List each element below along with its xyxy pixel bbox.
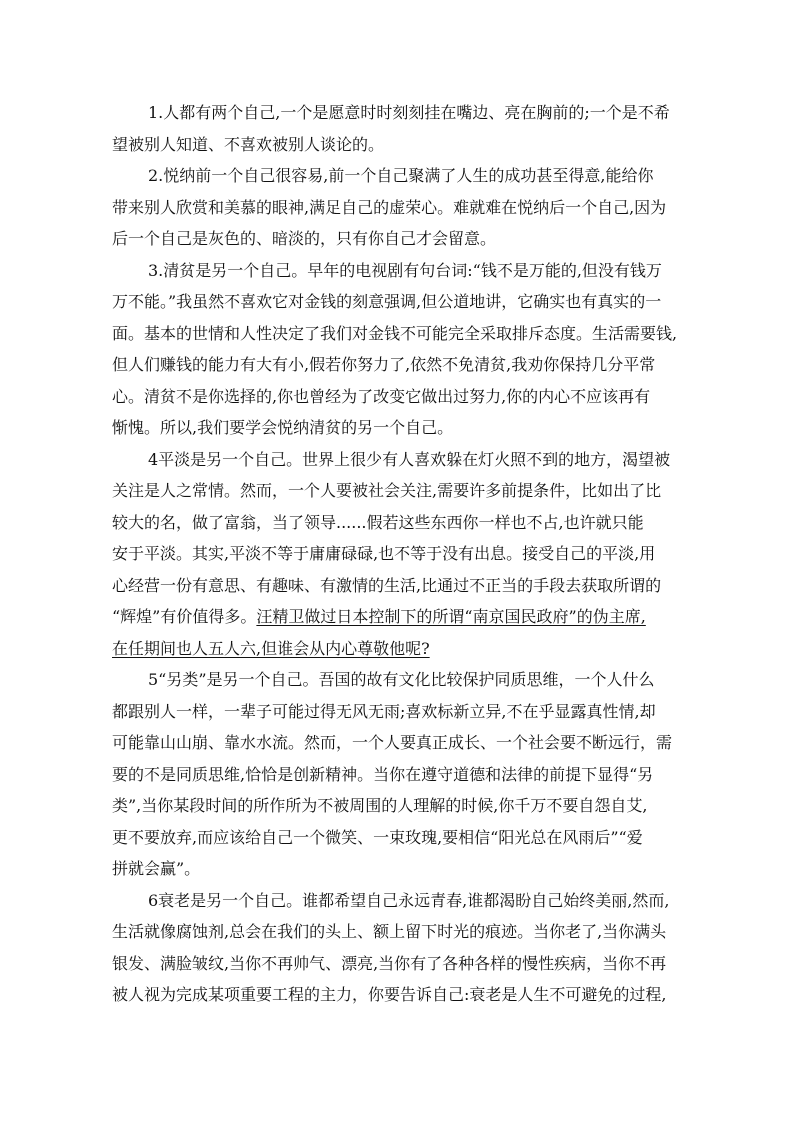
text-line: 惭愧。所以,我们要学会悦纳清贫的另一个自己。 — [112, 418, 454, 437]
paragraph-4 — [112, 444, 688, 665]
text-line: 被人视为完成某项重要工程的主力，你要告诉自己:衰老是人生不可避免的过程, — [112, 985, 667, 1004]
text-line: 更不要放弃,而应该给自己一个微笑、一束玫瑰,要相信“阳光总在风雨后”“爱 — [112, 827, 643, 847]
paragraph-2 — [112, 160, 688, 255]
text-line: 银发、满脸皱纹,当你不再帅气、漂亮,当你有了各种各样的慢性疾病，当你不再 — [112, 953, 667, 973]
text-line: 要的不是同质思维,恰恰是创新精神。当你在遵守道德和法律的前提下显得“另 — [112, 764, 654, 784]
text-line: 类”,当你某段时间的所作所为不被周围的人理解的时候,你千万不要自怨自艾, — [112, 796, 648, 815]
paragraph-1 — [112, 97, 688, 160]
paragraph-5 — [112, 664, 688, 885]
text-line: 3.清贫是另一个自己。早年的电视剧有句台词:“钱不是万能的,但没有钱万 — [148, 260, 662, 280]
text-line: 较大的名，做了富翁，当了领导......假若这些东西你一样也不占,也许就只能 — [112, 512, 644, 532]
text-line: 5“另类”是另一个自己。吾国的故有文化比较保护同质思维，一个人什么 — [148, 670, 655, 689]
text-line: 但人们赚钱的能力有大有小,假若你努力了,依然不免清贫,我劝你保持几分平常 — [112, 355, 656, 374]
text-segment: “辉煌”有价值得多。 — [112, 607, 257, 626]
paragraph-6 — [112, 885, 688, 1011]
underlined-sentence: 汪精卫做过日本控制下的所谓“南京国民政府”的伪主席, — [256, 607, 646, 626]
text-line: 6衰老是另一个自己。谁都希望自己永远青春,谁都渴盼自己始终美丽,然而, — [148, 890, 670, 910]
text-line: 4平淡是另一个自己。世界上很少有人喜欢躲在灯火照不到的地方，渴望被 — [148, 449, 671, 469]
text-line: 关注是人之常情。然而，一个人要被社会关注,需要许多前提条件，比如出了比 — [112, 481, 662, 500]
text-line: 安于平淡。其实,平淡不等于庸庸碌碌,也不等于没有出息。接受自己的平淡,用 — [112, 544, 656, 563]
underlined-line: 在任期间也人五人六,但谁会从内心尊敬他呢? — [112, 638, 430, 658]
text-line-with-underline — [112, 601, 688, 633]
text-line: 面。基本的世情和人性决定了我们对金钱不可能完全采取排斥态度。生活需要钱, — [112, 323, 678, 343]
text-line: 心。清贫不是你选择的,你也曾经为了改变它做出过努力,你的内心不应该再有 — [112, 386, 651, 406]
text-line: 带来别人欣赏和美慕的眼神,满足自己的虚荣心。难就难在悦纳后一个自己,因为 — [112, 197, 667, 217]
document-page — [112, 97, 688, 1011]
text-line: 望被别人知道、不喜欢被别人谈论的。 — [112, 134, 385, 154]
text-line: 后一个自己是灰色的、暗淡的，只有你自己才会留意。 — [112, 229, 497, 248]
text-line: 生活就像腐蚀剂,总会在我们的头上、额上留下时光的痕迹。当你老了,当你满头 — [112, 922, 667, 941]
text-line: 1.人都有两个自己,一个是愿意时时刻刻挂在嘴边、亮在胸前的;一个是不希 — [148, 103, 670, 122]
text-line: 可能靠山山崩、靠水水流。然而，一个人要真正成长、一个社会要不断远行，需 — [112, 733, 673, 752]
text-line: 都跟别人一样，一辈子可能过得无风无雨;喜欢标新立异,不在乎显露真性情,却 — [112, 701, 656, 721]
text-line: 2.悦纳前一个自己很容易,前一个自己聚满了人生的成功甚至得意,能给你 — [148, 166, 654, 185]
text-line: 心经营一份有意思、有趣味、有激情的生活,比通过不正当的手段去获取所谓的 — [112, 575, 662, 595]
text-line: 拼就会赢”。 — [112, 859, 201, 878]
text-line: 万不能。”我虽然不喜欢它对金钱的刻意强调,但公道地讲，它确实也有真实的一 — [112, 292, 662, 311]
paragraph-3 — [112, 255, 688, 444]
